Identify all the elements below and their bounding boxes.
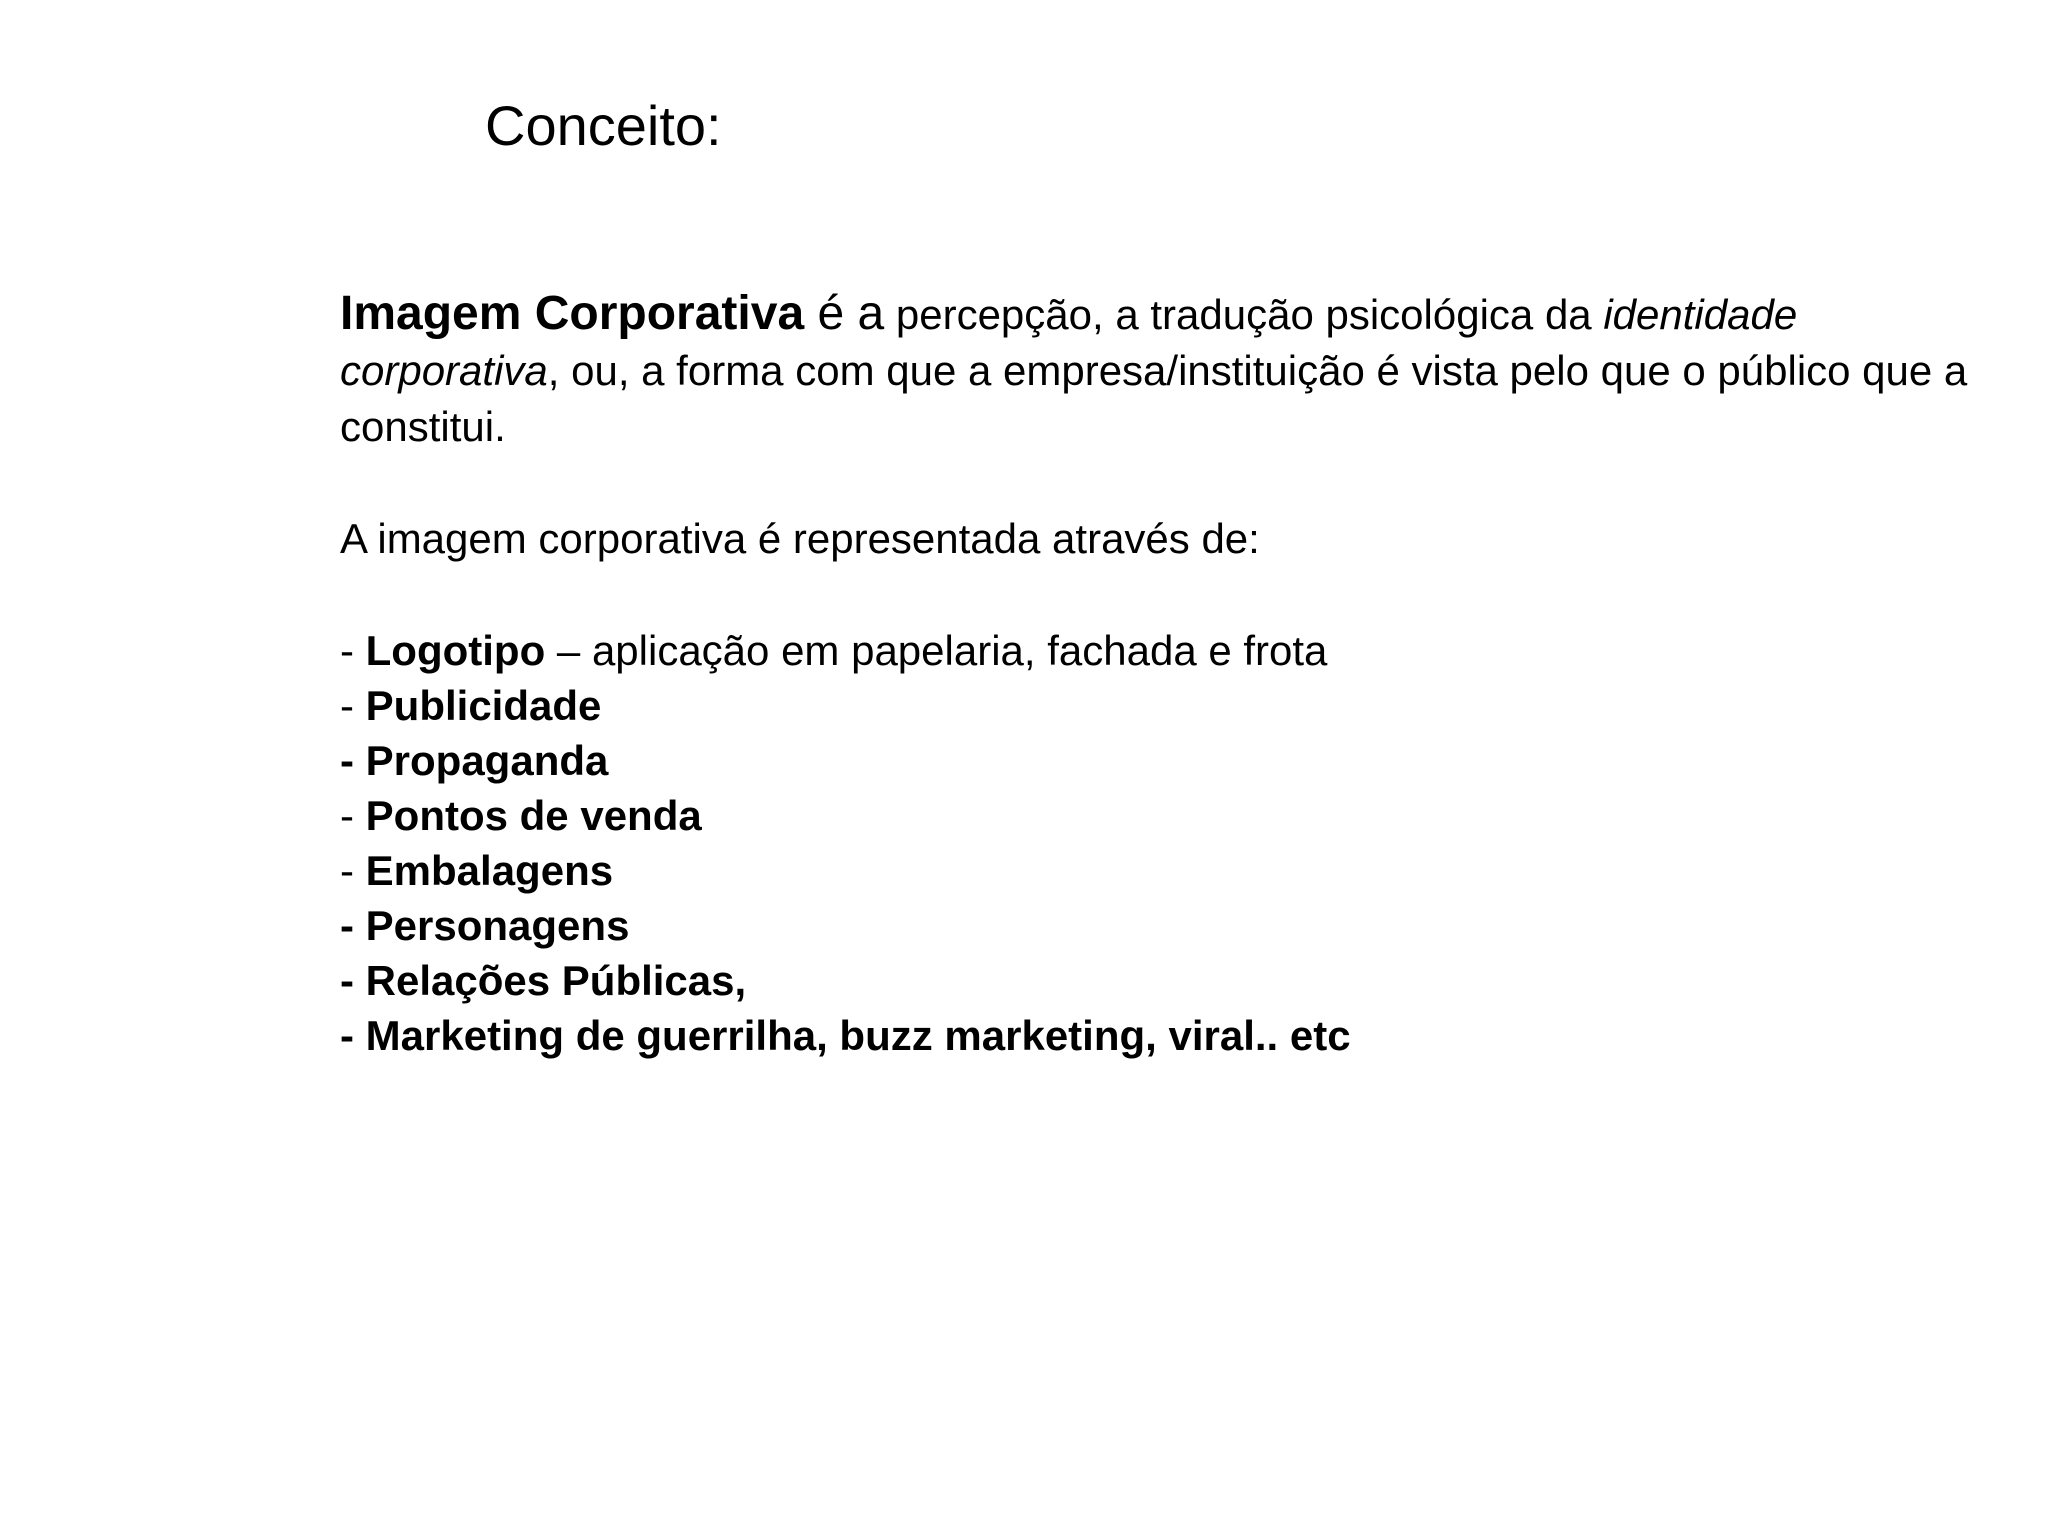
list-item-embalagens — [340, 843, 1980, 898]
list-item-logotipo — [340, 623, 1980, 678]
representation-list — [340, 623, 1980, 1063]
list-item-label: Marketing de guerrilha, buzz marketing, viral.. etc — [365, 1012, 1351, 1059]
definition-text-1: percepção, a tradução psicológica da — [884, 291, 1604, 338]
list-item-relacoes-publicas — [340, 953, 1980, 1008]
list-item-publicidade — [340, 678, 1980, 733]
list-item-label: Pontos de venda — [365, 792, 702, 839]
list-item-propaganda — [340, 733, 1980, 788]
spacer — [340, 567, 1980, 623]
definition-text-2: , ou, a forma com que a empresa/instituição é vista pelo que o público que a constitui. — [340, 347, 1968, 450]
list-item-dash: - — [340, 627, 366, 674]
list-item-label: Propaganda — [365, 737, 609, 784]
list-item-label: Relações Públicas, — [365, 957, 747, 1004]
list-item-pontos-de-venda — [340, 788, 1980, 843]
definition-italic-term: identidade corporativa — [340, 291, 1798, 394]
intro-paragraph: A imagem corporativa é representada através de: — [340, 515, 1260, 562]
list-item-label: Embalagens — [365, 847, 614, 894]
list-item-dash: - — [340, 682, 366, 729]
list-item-dash: - — [340, 957, 366, 1004]
definition-verb: é a — [804, 287, 885, 340]
list-item-label: Publicidade — [365, 682, 602, 729]
list-item-dash: - — [340, 847, 366, 894]
definition-term: Imagem Corporativa — [340, 287, 805, 340]
list-item-dash: - — [340, 792, 366, 839]
slide-content — [340, 286, 1980, 1063]
list-item-dash: - — [340, 737, 366, 784]
definition-paragraph — [340, 286, 1980, 455]
list-item-marketing — [340, 1008, 1980, 1063]
list-item-label: Personagens — [365, 902, 630, 949]
list-item-description: – aplicação em papelaria, fachada e frota — [545, 627, 1328, 674]
slide-title: Conceito: — [485, 94, 722, 157]
list-item-dash: - — [340, 1012, 366, 1059]
list-item-label: Logotipo — [365, 627, 546, 674]
list-item-dash: - — [340, 902, 366, 949]
list-item-personagens — [340, 898, 1980, 953]
spacer — [340, 455, 1980, 511]
